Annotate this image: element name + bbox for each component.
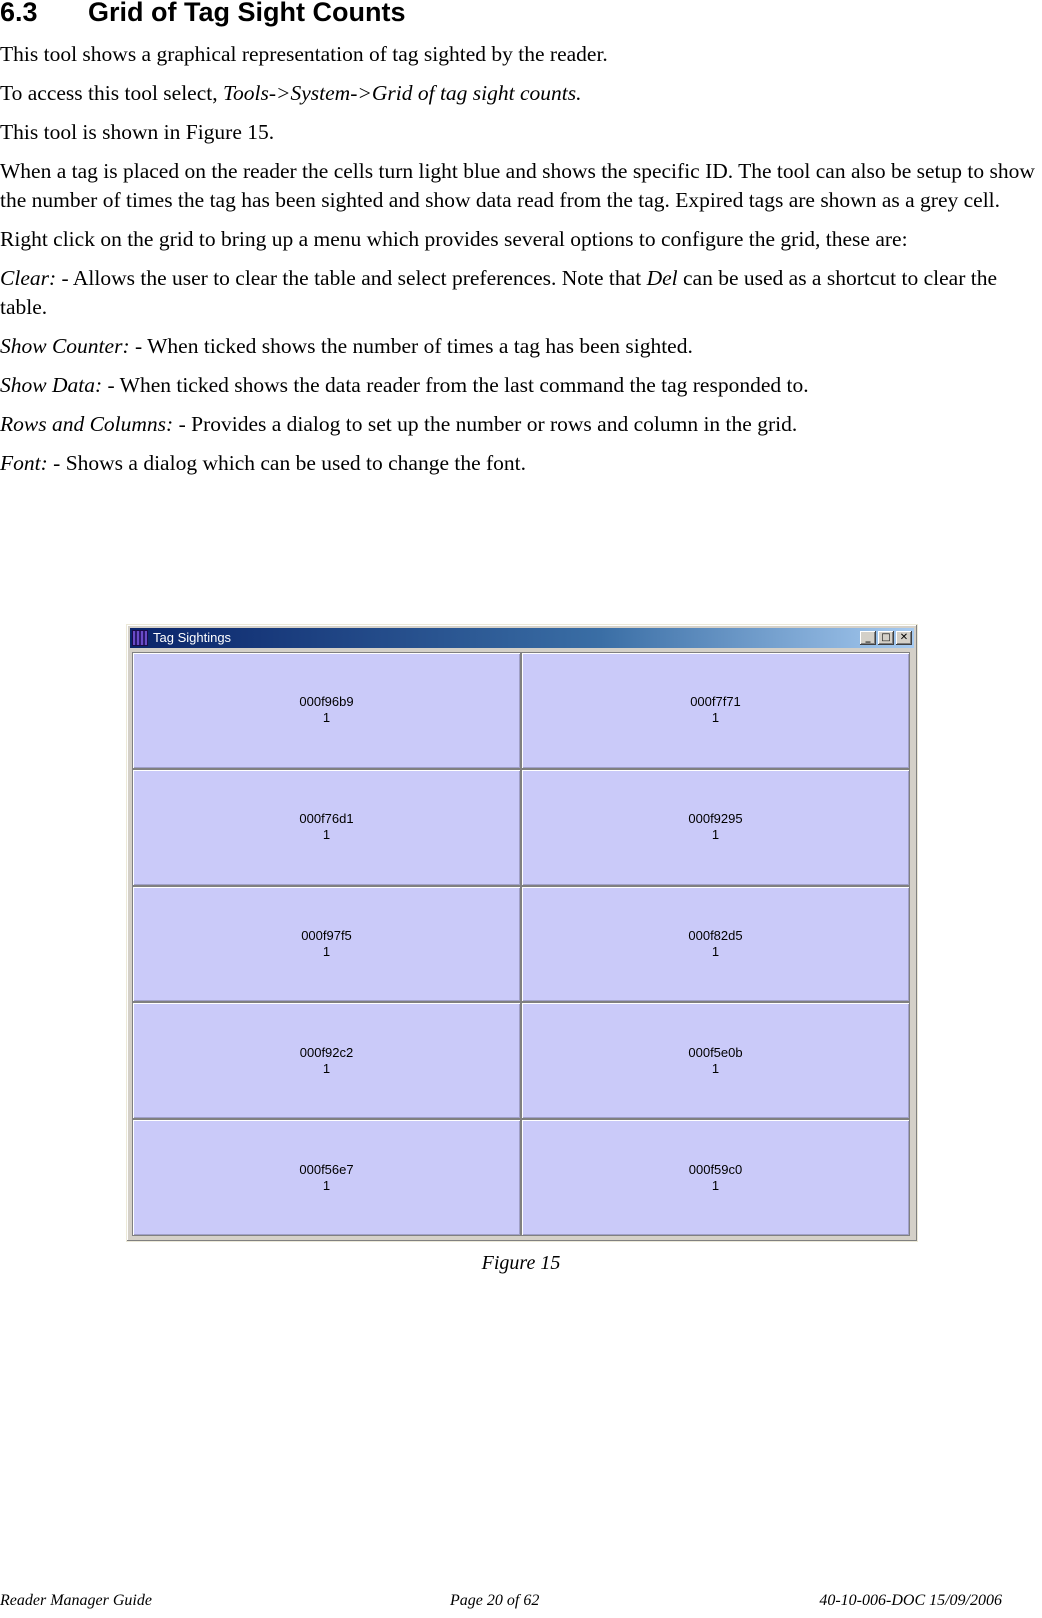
tag-count: 1: [711, 943, 720, 959]
access-prefix: To access this tool select,: [0, 81, 223, 105]
tag-count: 1: [322, 943, 331, 959]
footer-doc-id: 40-10-006-DOC 15/09/2006: [819, 1592, 1002, 1609]
tag-count: 1: [711, 710, 720, 726]
option-term: Clear:: [0, 266, 57, 290]
grid-cell[interactable]: [522, 653, 909, 768]
tag-grid[interactable]: [132, 652, 910, 1236]
option-text: - When ticked shows the number of times a tag has been sighted.: [129, 334, 693, 358]
paragraph-intro: This tool shows a graphical representation of tag sighted by the reader.: [0, 42, 608, 66]
option-text: - Provides a dialog to set up the number or rows and column in the grid.: [173, 412, 798, 436]
grid-cell[interactable]: [522, 887, 909, 1002]
tag-id: 000f82d5: [688, 927, 743, 943]
tag-id: 000f9295: [688, 811, 743, 827]
option-text: can be used as a shortcut to clear the table.: [0, 266, 997, 319]
paragraph-access: [0, 79, 1040, 108]
option-rows-columns: [0, 410, 1040, 439]
section-number: 6.3: [0, 0, 38, 27]
figure-caption: Figure 15: [481, 1252, 561, 1274]
grid-cell[interactable]: [133, 1120, 520, 1235]
option-font: [0, 449, 1040, 478]
option-term: Show Counter:: [0, 334, 130, 358]
option-text: - Shows a dialog which can be used to change the font.: [47, 451, 527, 475]
footer-page-number: Page 20 of 62: [450, 1592, 540, 1609]
tag-sightings-window: [126, 624, 918, 1242]
tag-id: 000f92c2: [299, 1044, 354, 1060]
window-controls: [858, 631, 912, 645]
app-icon: [132, 630, 148, 646]
option-show-data: [0, 371, 1040, 400]
minimize-icon[interactable]: _: [860, 631, 876, 645]
section-title: Grid of Tag Sight Counts: [88, 0, 406, 27]
tag-count: 1: [711, 1177, 720, 1193]
window-title: Tag Sightings: [153, 630, 232, 645]
tag-count: 1: [322, 827, 331, 843]
tag-id: 000f76d1: [299, 811, 354, 827]
footer-doc-title: Reader Manager Guide: [0, 1592, 152, 1609]
maximize-icon[interactable]: □: [878, 631, 894, 645]
paragraph-description: When a tag is placed on the reader the cells turn light blue and shows the specific ID. The tool can also be setup to show the number of times the tag has been sighted and show data read from the tag. Expired tags are shown as a grey cell.: [0, 159, 1035, 212]
option-clear: [0, 264, 1040, 322]
del-shortcut: Del: [646, 266, 678, 290]
option-term: Rows and Columns:: [0, 412, 174, 436]
tag-count: 1: [322, 1060, 331, 1076]
option-term: Show Data:: [0, 373, 103, 397]
option-term: Font:: [0, 451, 48, 475]
tag-id: 000f59c0: [688, 1161, 743, 1177]
tag-id: 000f97f5: [301, 927, 352, 943]
paragraph-figure-ref: This tool is shown in Figure 15.: [0, 120, 275, 144]
option-text: - When ticked shows the data reader from the last command the tag responded to.: [102, 373, 809, 397]
close-icon[interactable]: ✕: [896, 631, 912, 645]
option-text: - Allows the user to clear the table and select preferences. Note that: [56, 266, 647, 290]
tag-id: 000f7f71: [690, 694, 741, 710]
grid-cell[interactable]: [522, 770, 909, 885]
paragraph-right-click: Right click on the grid to bring up a menu which provides several options to configure the grid, these are:: [0, 227, 908, 251]
section-heading: [0, 0, 405, 30]
tag-id: 000f5e0b: [688, 1044, 743, 1060]
tag-count: 1: [322, 1177, 331, 1193]
option-show-counter: [0, 332, 1040, 361]
page-footer: [0, 1589, 1042, 1613]
grid-cell[interactable]: [133, 653, 520, 768]
menu-path: Tools->System->Grid of tag sight counts.: [223, 81, 582, 105]
window-titlebar[interactable]: [130, 628, 914, 648]
grid-cell[interactable]: [522, 1003, 909, 1118]
grid-cell[interactable]: [133, 770, 520, 885]
tag-id: 000f96b9: [299, 694, 354, 710]
tag-count: 1: [711, 827, 720, 843]
tag-id: 000f56e7: [299, 1161, 354, 1177]
tag-count: 1: [711, 1060, 720, 1076]
grid-cell[interactable]: [522, 1120, 909, 1235]
grid-cell[interactable]: [133, 1003, 520, 1118]
body-text: [0, 40, 1040, 488]
tag-count: 1: [322, 710, 331, 726]
grid-cell[interactable]: [133, 887, 520, 1002]
